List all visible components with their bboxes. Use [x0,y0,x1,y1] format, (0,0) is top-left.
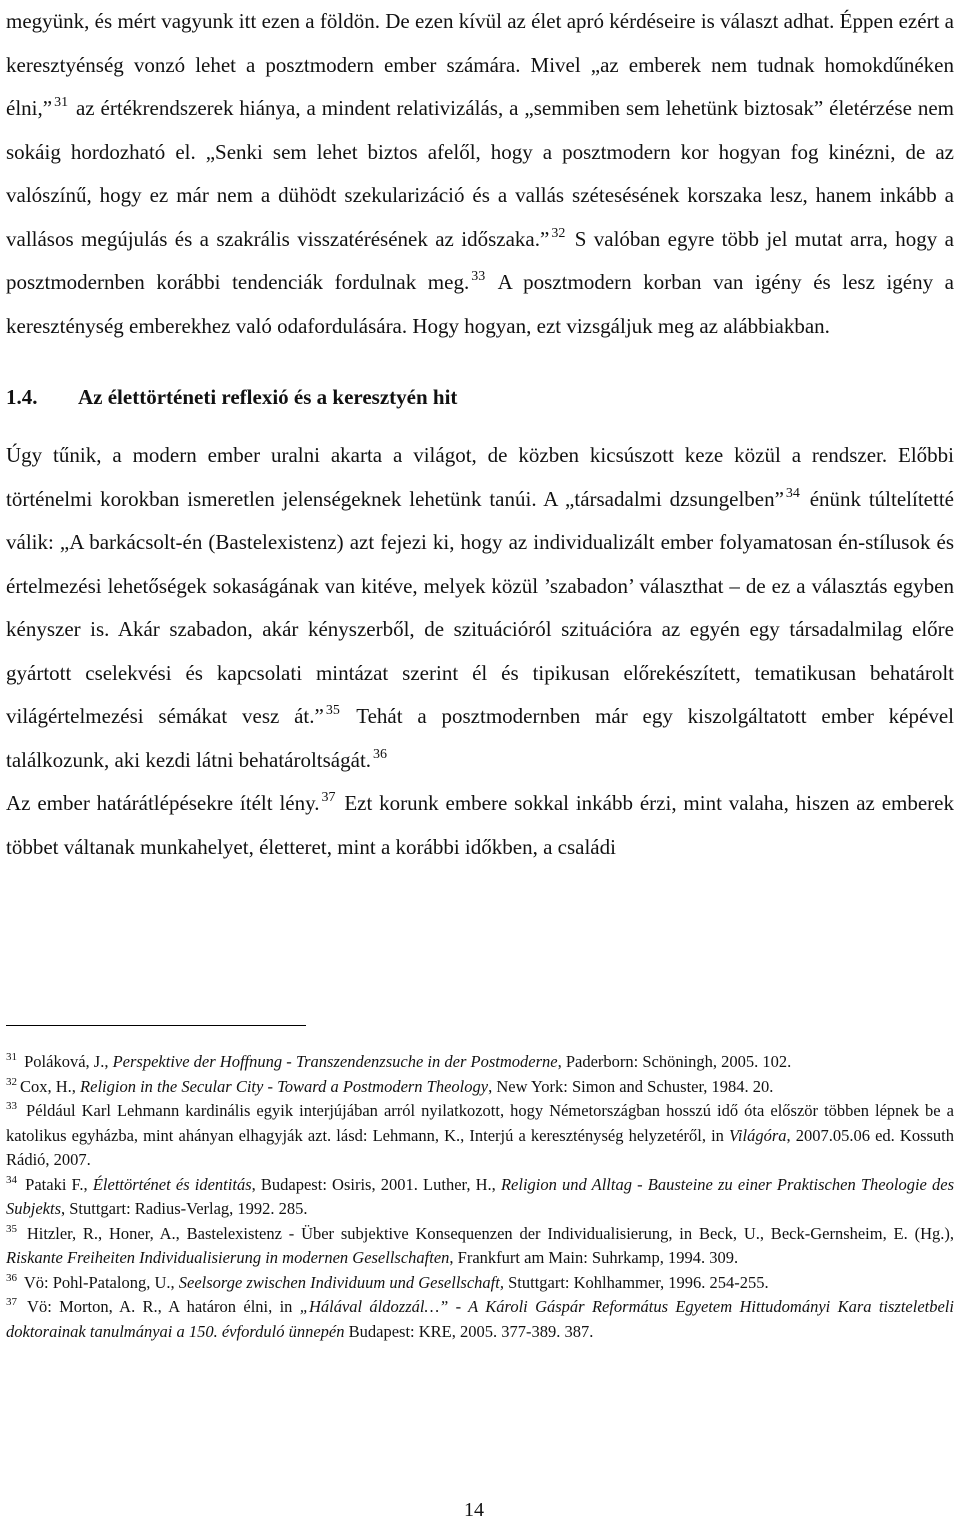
footnote-32: $^{32}$ Cox, H., Religion in the Secular City - Toward a Postmodern Theology, New York: Simon and Schuster, 1984. 20. [6,1075,774,1096]
footnote-ref-31[interactable]: 31 [54,95,69,110]
footnote-ref-34[interactable]: 34 [785,485,800,501]
footnote-ref-37[interactable]: 37 [321,790,336,805]
footnote-ref-33[interactable]: 33 [471,269,486,284]
body-text [6,0,954,869]
footnote-35: $^{35}$ Hitzler, R., Honer, A., Bastelexistenz - Über subjektive Konsequenzen der Individualisierung, in Beck, U., Beck-Gernsheim, E. (Hg.), Riskante Freiheiten Individualisierung in modernen Gesellschaften, Frankfurt am Main: Suhrkamp, 1994. 309. [6,1222,954,1267]
paragraph-1: megyünk, és mért vagyunk itt ezen a földön. De ezen kívül az élet apró kérdéseire is választ adhat. Éppen ezért a keresztyénség vonzó lehet a posztmodern ember számára. Mivel „az emberek nem tudnak homokdűnéken élni,” $^{31}$ az értékrendszerek hiánya, a mindent relativizálás, a „semmiben sem lehetünk biztosak” életérzése nem sokáig hordozható el. „Senki sem lehet biztos afelől, hogy a posztmodern kor hogyan fog kinézni, de az valószínű, hogy ez már nem a dühödt szekularizáció és a vallás szétesésének korszaka lesz, hanem inkább a vallásos megújulás és a szakrális visszatérésének az időszaka.” $^{32}$ S valóban egyre több jel mutat arra, hogy a posztmodernben korábbi tendenciák fordulnak meg. $^{33}$ A posztmodern korban van igény és lesz igény a kereszténység emberekhez való odafordulására. Hogy hogyan, ezt vizsgáljuk meg az alábbiakban. [6,9,955,338]
paragraph-3: Az ember határátlépésekre ítélt lény. $^{37}$ Ezt korunk embere sokkal inkább érzi, mint valaha, hiszen az emberek többet váltanak munkahelyet, életteret, mint a korábbi időkben, a családi [6,790,954,859]
footnote-36: $^{36}$ Vö: Pohl-Patalong, U., Seelsorge zwischen Individuum und Gesellschaft, Stuttgart: Kohlhammer, 1996. 254-255. [6,1271,769,1292]
footnote-34: $^{34}$ Pataki F., Élettörténet és identitás, Budapest: Osiris, 2001. Luther, H., Religion und Alltag - Bausteine zu einer Praktischen Theologie des Subjekts, Stuttgart: Radius-Verlag, 1992. 285. [6,1173,955,1218]
section-number: 1.4. [6,385,38,409]
page-number: 14 [464,1499,484,1521]
paragraph-2: Úgy tűnik, a modern ember uralni akarta a világot, de közben kicsúszott keze közül a rendszer. Előbbi történelmi korokban ismeretlen jelenségeknek lehetünk tanúi. A „társadalmi dzsungelben” $^{34}$ énünk túltelítetté válik: „A barkácsolt-én (Bastelexistenz) azt fejezi ki, hogy az individualizált ember folyamatosan én-stílusok és értelmezési lehetőségek sokaságának van kitéve, melyek közül ’szabadon’ választhat – de ez a választás egyben kényszer is. Akár szabadon, akár kényszerből, de szituációról szituációra az egyén egy társadalmilag előre gyártott cselekvési és kapcsolati mintázat szerint él és tipikusan előrekészített, tematikusan behatárolt világértelmezési sémákat vesz át.” $^{35}$ Tehát a posztmodernben már egy kiszolgáltatott ember képével találkozunk, aki kezdi látni behatároltságát. $^{36}$ [6,443,954,772]
footnote-31: $^{31}$ Poláková, J., Perspektive der Hoffnung - Transzendenzsuche in der Postmoderne, Paderborn: Schöningh, 2005. 102. [6,1051,792,1071]
footnote-separator [6,1025,306,1026]
section-heading [6,382,954,412]
footnote-ref-36[interactable]: 36 [373,746,388,762]
footnote-ref-35[interactable]: 35 [325,703,340,718]
footnotes [6,1050,954,1344]
document-page [6,0,955,1341]
footnote-33: $^{33}$ Például Karl Lehmann kardinális egyik interjújában arról nyilatkozott, hogy Németországban hosszú idő óta először többen lépnek be a katolikus egyházba, mint ahányan elhagyják azt. lásd: Lehmann, K., Interjú a kereszténység helyzetéről, in Világóra, 2007.05.06 ed. Kossuth Rádió, 2007. [6,1100,954,1169]
footnote-37: $^{37}$ Vö: Morton, A. R., A határon élni, in „Hálával áldozzál…” - A Károli Gáspár Református Egyetem Hittudományi Kara tiszteletbeli doktorainak tanulmányai a 150. évforduló ünnepén Budapest: KRE, 2005. 377-389. 387. [6,1296,954,1341]
footnote-ref-32[interactable]: 32 [551,225,566,241]
section-title: Az élettörténeti reflexió és a keresztyén hit [78,385,458,409]
